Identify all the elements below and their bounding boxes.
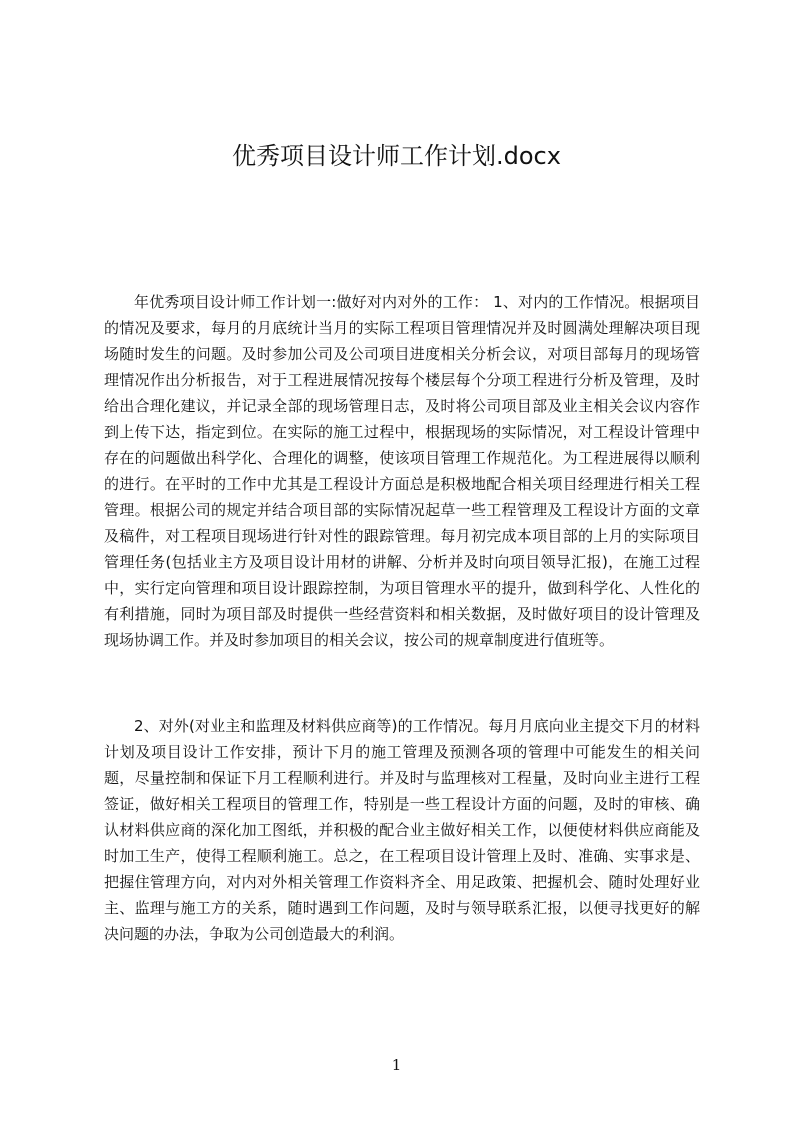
body-paragraph-2: 2、对外(对业主和监理及材料供应商等)的工作情况。每月月底向业主提交下月的材料计划及项目设计工作安排，预计下月的施工管理及预测各项的管理中可能发生的相关问题，尽量控制和保证下月工程顺利进行。并及时与监理核对工程量，及时向业主进行工程签证，做好相关工程项目的管理工作，特别是一些工程设计方面的问题，及时的审核、确认材料供应商的深化加工图纸，并积极的配合业主做好相关工作，以便使材料供应商能及时加工生产，使得工程顺利施工。总之，在工程项目设计管理上及时、准确、实事求是、把握住管理方向，对内对外相关管理工作资料齐全、用足政策、把握机会、随时处理好业主、监理与施工方的关系，随时遇到工作问题，及时与领导联系汇报，以便寻找更好的解决问题的办法，争取为公司创造最大的利润。: [104, 717, 700, 943]
document-title: 优秀项目设计师工作计划.docx: [232, 142, 561, 170]
page-number: 1: [391, 1056, 402, 1074]
body-paragraph-1: 年优秀项目设计师工作计划一:做好对内对外的工作： 1、对内的工作情况。根据项目的情况及要求，每月的月底统计当月的实际工程项目管理情况并及时圆满处理解决项目现场随时发生的问题。及时参加公司及公司项目进度相关分析会议，对项目部每月的现场管理情况作出分析报告，对于工程进展情况按每个楼层每个分项工程进行分析及管理，及时给出合理化建议，并记录全部的现场管理日志，及时将公司项目部及业主相关会议内容作到上传下达，指定到位。在实际的施工过程中，根据现场的实际情况，对工程设计管理中存在的问题做出科学化、合理化的调整，使该项目管理工作规范化。为工程进展得以顺利的进行。在平时的工作中尤其是工程设计方面总是积极地配合相关项目经理进行相关工程管理。根据公司的规定并结合项目部的实际情况起草一些工程管理及工程设计方面的文章及稿件，对工程项目现场进行针对性的跟踪管理。每月初完成本项目部的上月的实际项目管理任务(包括业主方及项目设计用材的讲解、分析并及时向项目领导汇报)，在施工过程中，实行定向管理和项目设计跟踪控制，为项目管理水平的提升，做到科学化、人性化的有利措施，同时为项目部及时提供一些经营资料和相关数据，及时做好项目的设计管理及现场协调工作。并及时参加项目的相关会议，按公司的规章制度进行值班等。: [104, 293, 700, 649]
